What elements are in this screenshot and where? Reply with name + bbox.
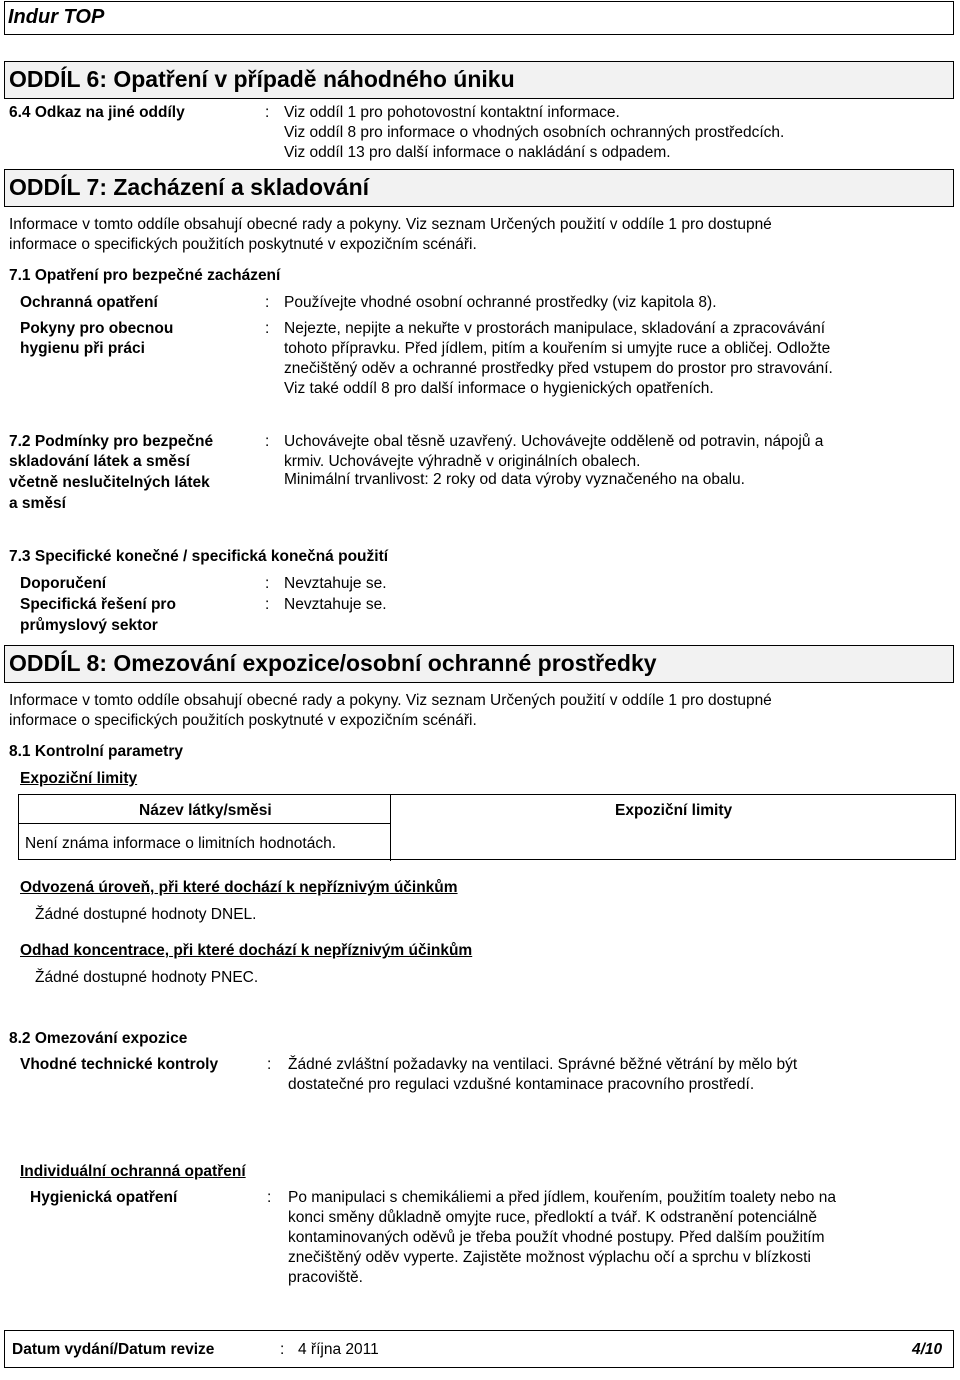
subsection-7-2-label: 7.2 Podmínky pro bezpečné (9, 433, 214, 450)
hygiene-measures-line: Po manipulaci s chemikáliemi a před jídlem, kouřením, použitím toalety nebo na (288, 1189, 836, 1206)
subsection-7-2-label: skladování látek a směsí (9, 453, 190, 470)
ref-line: Viz oddíl 13 pro další informace o nakládání s odpadem. (284, 144, 671, 161)
storage-line: Uchovávejte obal těsně uzavřený. Uchovávejte odděleně od potravin, nápojů a (284, 433, 824, 450)
document-header (4, 1, 954, 35)
table-header-substance: Název látky/směsi (139, 802, 272, 819)
hygiene-line: znečištěný oděv a ochranné prostředky před vstupem do prostor pro stravování. (284, 360, 833, 377)
protective-label: Ochranná opatření (20, 294, 158, 311)
protective-value: Používejte vhodné osobní ochranné prostředky (viz kapitola 8). (284, 294, 717, 311)
hygiene-measures-line: znečištěný oděv vyperte. Zajistěte možnost výplachu očí a sprchu v blízkosti (288, 1249, 811, 1266)
hygiene-measures-colon: : (267, 1189, 272, 1206)
tech-line: Žádné zvláštní požadavky na ventilaci. Správné běžné větrání by mělo být (288, 1056, 798, 1073)
table-row: Není známa informace o limitních hodnotách. (25, 835, 337, 852)
ref-line: Viz oddíl 8 pro informace o vhodných osobních ochranných prostředcích. (284, 124, 785, 141)
hygiene-label: hygienu při práci (20, 340, 145, 357)
storage-line: krmiv. Uchovávejte výhradně v originálních obalech. (284, 453, 641, 470)
ref-colon: : (265, 104, 270, 121)
ppe-heading: Individuální ochranná opatření (20, 1163, 246, 1180)
recommend-value: Nevztahuje se. (284, 575, 387, 592)
tech-colon: : (267, 1056, 272, 1073)
tech-label: Vhodné technické kontroly (20, 1056, 219, 1073)
protective-colon: : (265, 294, 270, 311)
industry-colon: : (265, 596, 270, 613)
section-7-intro: Informace v tomto oddíle obsahují obecné rady a pokyny. Viz seznam Určených použití v oddíle 1 pro dostupné (9, 216, 772, 233)
section-8-intro: Informace v tomto oddíle obsahují obecné rady a pokyny. Viz seznam Určených použití v oddíle 1 pro dostupné (9, 692, 772, 709)
subsection-8-1-title: 8.1 Kontrolní parametry (9, 743, 183, 760)
subsection-7-1-title: 7.1 Opatření pro bezpečné zacházení (9, 267, 281, 284)
exposure-limits-table (18, 794, 956, 860)
dnel-heading: Odvozená úroveň, při které dochází k nepříznivým účinkům (20, 879, 458, 896)
table-header-limits: Expoziční limity (615, 802, 733, 819)
hygiene-colon: : (265, 320, 270, 337)
recommend-colon: : (265, 575, 270, 592)
section-8-title: ODDÍL 8: Omezování expozice/osobní ochranné prostředky (9, 650, 657, 676)
storage-line: Minimální trvanlivost: 2 roky od data výroby vyznačeného na obalu. (284, 471, 745, 488)
hygiene-line: Nejezte, nepijte a nekuřte v prostorách manipulace, skladování a zpracovávání (284, 320, 826, 337)
hygiene-measures-line: konci směny důkladně omyjte ruce, předloktí a tvář. K odstranění potenciálně (288, 1209, 818, 1226)
ref-line: Viz oddíl 1 pro pohotovostní kontaktní informace. (284, 104, 620, 121)
hygiene-measures-label: Hygienická opatření (30, 1189, 178, 1206)
subsection-7-2-label: a směsí (9, 495, 66, 512)
ref-label: 6.4 Odkaz na jiné oddíly (9, 104, 185, 121)
pnec-value: Žádné dostupné hodnoty PNEC. (35, 969, 259, 986)
section-6-title: ODDÍL 6: Opatření v případě náhodného úniku (9, 66, 515, 92)
storage-colon: : (265, 433, 270, 450)
revision-date-value: 4 října 2011 (298, 1341, 379, 1358)
revision-date-colon: : (280, 1341, 285, 1358)
dnel-value: Žádné dostupné hodnoty DNEL. (35, 906, 257, 923)
hygiene-label: Pokyny pro obecnou (20, 320, 174, 337)
page-number: 4/10 (912, 1341, 943, 1358)
section-8-intro: informace o specifických použitích poskytnuté v expozičním scénáři. (9, 712, 477, 729)
section-7-title: ODDÍL 7: Zacházení a skladování (9, 174, 370, 200)
hygiene-line: tohoto přípravku. Před jídlem, pitím a kouřením si umyjte ruce a obličej. Odložte (284, 340, 831, 357)
subsection-7-3-title: 7.3 Specifické konečné / specifická konečná použití (9, 548, 389, 565)
hygiene-line: Viz také oddíl 8 pro další informace o hygienických opatřeních. (284, 380, 714, 397)
pnec-heading: Odhad koncentrace, při které dochází k nepříznivým účinkům (20, 942, 473, 959)
hygiene-measures-line: pracoviště. (288, 1269, 363, 1286)
tech-line: dostatečné pro regulaci vzdušné kontaminace pracovního prostředí. (288, 1076, 755, 1093)
industry-label: Specifická řešení pro (20, 596, 176, 613)
hygiene-measures-line: kontaminovaných oděvů je třeba použít vhodné postupy. Před dalším použitím (288, 1229, 825, 1246)
recommend-label: Doporučení (20, 575, 107, 592)
subsection-7-2-label: včetně neslučitelných látek (9, 474, 210, 491)
revision-date-label: Datum vydání/Datum revize (12, 1341, 215, 1358)
section-7-intro: informace o specifických použitích poskytnuté v expozičním scénáři. (9, 236, 477, 253)
product-title: Indur TOP (8, 6, 105, 28)
subsection-8-2-title: 8.2 Omezování expozice (9, 1030, 188, 1047)
industry-value: Nevztahuje se. (284, 596, 387, 613)
exposure-limits-heading: Expoziční limity (20, 770, 138, 787)
industry-label: průmyslový sektor (20, 617, 158, 634)
